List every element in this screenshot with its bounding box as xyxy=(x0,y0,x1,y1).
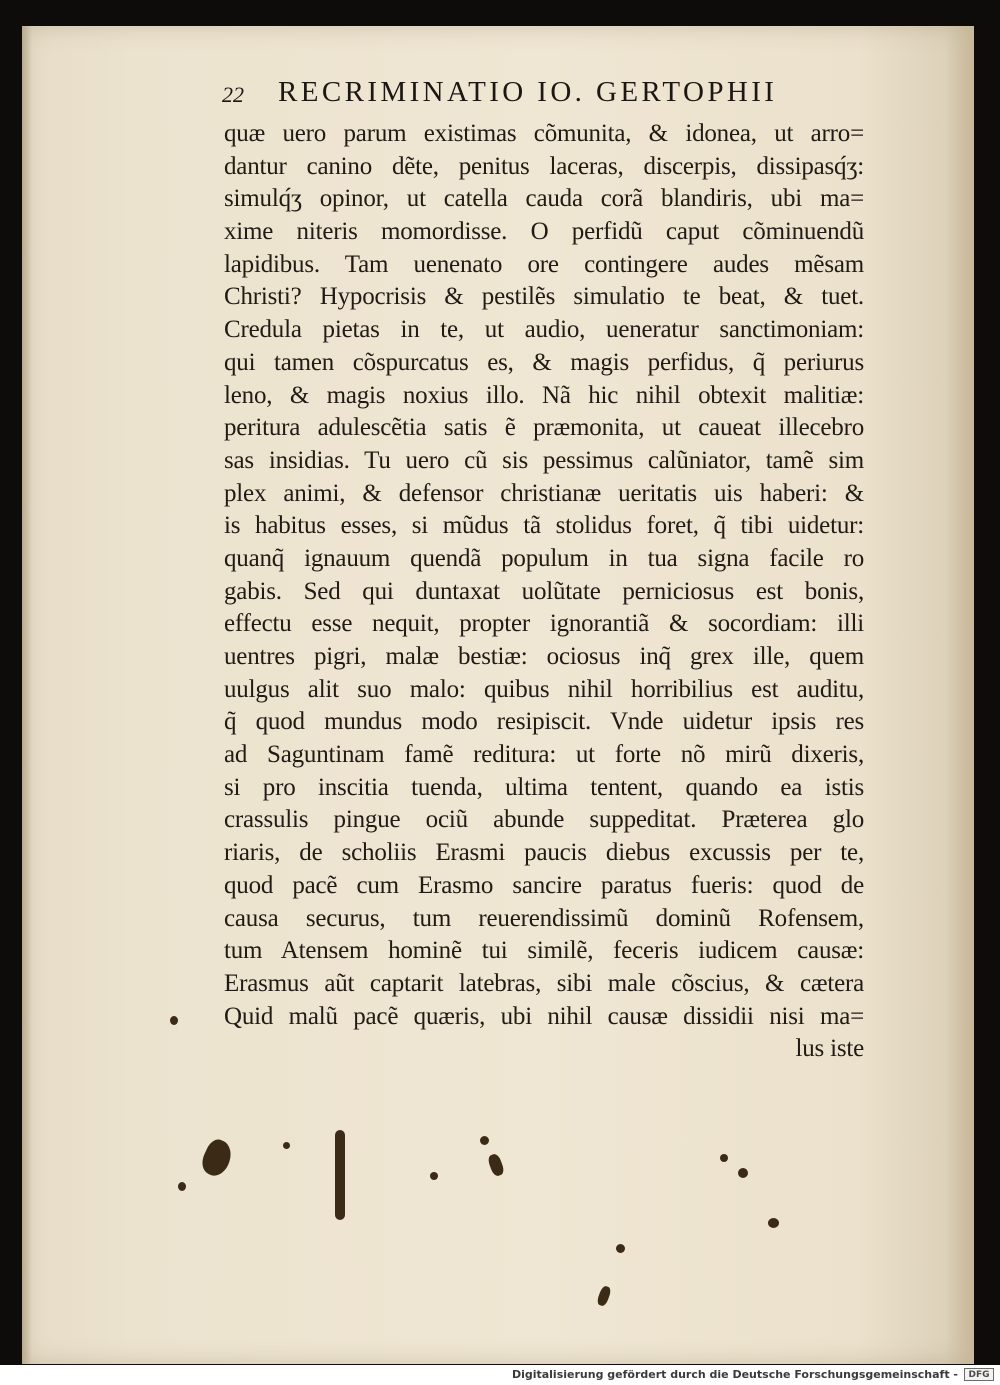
text-line: q̃ quod mundus modo resipiscit. Vnde uidetur ipsis res xyxy=(224,708,864,736)
text-line: leno, & magis noxius illo. Nã hic nihil obtexit malitiæ: xyxy=(224,381,864,409)
text-line: Quid malũ pacẽ quæris, ubi nihil causæ dissidii nisi ma= xyxy=(224,1002,864,1030)
ink-blot xyxy=(738,1168,748,1178)
page-number: 22 xyxy=(222,82,244,107)
ink-blot xyxy=(335,1130,345,1220)
text-line: quod pacẽ cum Erasmo sancire paratus fueris: quod de xyxy=(224,871,864,899)
text-line: riaris, de scholiis Erasmi paucis diebus excussis per te, xyxy=(224,839,864,867)
text-line: si pro inscitia tuenda, ultima tentent, quando ea istis xyxy=(224,773,864,801)
digitization-footer xyxy=(0,1365,1000,1385)
text-line: uentres pigri, malæ bestiæ: ociosus inq̃ grex ille, quem xyxy=(224,643,864,670)
text-line: Erasmus aũt captarit latebras, sibi male cõscius, & cætera xyxy=(224,969,864,997)
text-line: quanq̃ ignauum quendã populum in tua signa facile ro xyxy=(224,544,864,572)
text-line: tum Atensem hominẽ tui similẽ, feceris iudicem causæ: xyxy=(224,937,864,965)
text-line: effectu esse nequit, propter ignorantiã & socordiam: illi xyxy=(224,610,864,638)
running-head xyxy=(222,76,862,116)
text-line: simulq́ʒ opinor, ut catella cauda corã blandiris, ubi ma= xyxy=(224,185,864,213)
text-line: sas insidias. Tu uero cũ sis pessimus calũniator, tamẽ sim xyxy=(224,446,864,474)
running-title: RECRIMINATIO IO. GERTOPHII xyxy=(278,76,778,108)
text-line: Christi? Hypocrisis & pestilẽs simulatio te beat, & tuet. xyxy=(224,283,864,311)
text-line: dantur canino dẽte, penitus laceras, discerpis, dissipasq́ʒ: xyxy=(224,152,864,180)
text-line: xime niteris momordisse. O perfidũ caput cõminuendũ xyxy=(224,218,864,246)
text-line: Credula pietas in te, ut audio, ueneratur sanctimoniam: xyxy=(224,316,864,344)
ink-blot xyxy=(616,1244,625,1253)
text-line: lapidibus. Tam uenenato ore contingere audes mẽsam xyxy=(224,250,864,278)
ink-blot xyxy=(170,1016,178,1025)
text-line: peritura adulescẽtia satis ẽ præmonita, ut caueat illecebro xyxy=(224,414,864,442)
ink-blot xyxy=(178,1182,186,1191)
text-line: quæ uero parum existimas cõmunita, & idonea, ut arro= xyxy=(224,120,864,147)
text-line: lus iste xyxy=(795,1035,864,1063)
ink-blot xyxy=(768,1218,779,1228)
text-line: qui tamen cõspurcatus es, & magis perfidus, q̃ periurus xyxy=(224,348,864,376)
text-line: crassulis pingue ociũ abunde suppeditat. Præterea glo xyxy=(224,806,864,834)
text-line: causa securus, tum reuerendissimũ dominũ Rofensem, xyxy=(224,904,864,932)
ink-blot xyxy=(480,1136,489,1145)
text-line: plex animi, & defensor christianæ ueritatis uis haberi: & xyxy=(224,479,864,507)
dfg-logo: DFG xyxy=(964,1368,994,1381)
text-line: uulgus alit suo malo: quibus nihil horribilius est auditu, xyxy=(224,675,864,703)
funding-note: Digitalisierung gefördert durch die Deutsche Forschungsgemeinschaft - xyxy=(511,1368,958,1381)
body-text xyxy=(224,118,864,1066)
text-line: gabis. Sed qui duntaxat uolũtate perniciosus est bonis, xyxy=(224,577,864,605)
text-line: ad Saguntinam famẽ reditura: ut forte nõ mirũ dixeris, xyxy=(224,741,864,769)
ink-blot xyxy=(720,1154,728,1162)
page-edge-shadow xyxy=(946,26,974,1364)
ink-blot xyxy=(283,1142,290,1149)
page-gutter-shadow xyxy=(22,26,32,1364)
text-line: is habitus esses, si mũdus tã stolidus foret, q̃ tibi uidetur: xyxy=(224,512,864,540)
ink-blot xyxy=(430,1172,438,1180)
